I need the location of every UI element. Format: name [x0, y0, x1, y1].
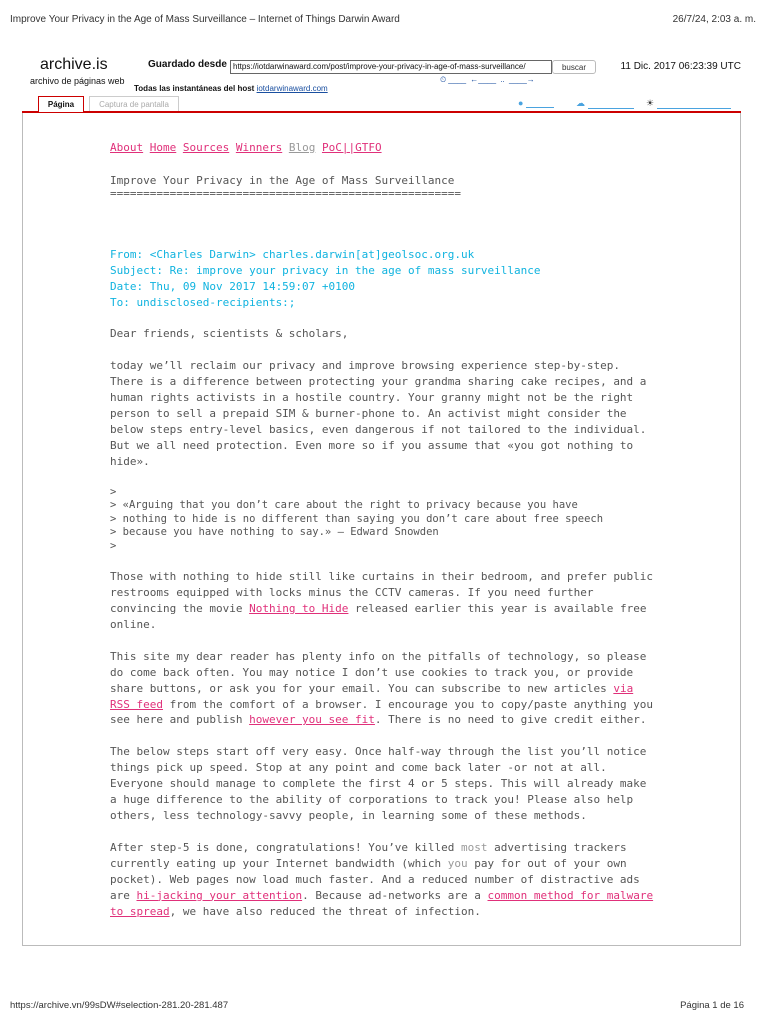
email-date: Date: Thu, 09 Nov 2017 14:59:07 +0100 [110, 279, 356, 293]
however-you-see-fit-link[interactable]: however you see fit [249, 713, 375, 727]
quote-line: > because you have nothing to say.» — Edward Snowden [110, 526, 439, 539]
article-title: Improve Your Privacy in the Age of Mass Surveillance [110, 173, 455, 187]
menu-about-link[interactable]: About [110, 141, 144, 154]
menu-pocgtfo-link[interactable]: PoC||GTFO [321, 141, 382, 154]
text: pay for out of your own pocket). Web pages now load much faster. And a reduced number of distractive ads are [110, 856, 640, 902]
history-icon[interactable]: ⏲ [440, 75, 447, 84]
paragraph-intro: today we’ll reclaim our privacy and improve browsing experience step-by-step. There is a difference between protecting your grandma sharing cake recipes, and a human rights activists in a hostile country. Your granny might not be the right person to sell a prepaid SIM & burner-phone to. An activist might consider the below steps entry-level basics, even dangerous if not tailored to the individual. But we all need protection. Even more so if you assume that «you got nothing to hide». [110, 359, 647, 468]
print-datetime: 26/7/24, 2:03 a. m. [672, 14, 756, 25]
snapshot-date: 11 Dic. 2017 06:23:39 UTC [620, 61, 741, 72]
all-snapshots [134, 84, 328, 93]
share-tool[interactable] [518, 98, 554, 108]
text: Those with nothing to hide still like curtains in their bedroom, and prefer public restrooms equipped with locks minus the CCTV cameras. If you need further convincing the movie [110, 570, 654, 615]
saved-from-label: Guardado desde [148, 59, 227, 70]
paragraph-site-info [110, 649, 655, 729]
nav-next-link[interactable]: ____→ [509, 75, 535, 84]
nav-prev-link[interactable]: ←____ [470, 75, 497, 84]
title-rule: ===================================================== [110, 186, 461, 200]
text-emphasis: most [461, 840, 488, 854]
text: from the comfort of a browser. I encourage you to copy/paste anything you see here and publish [110, 697, 654, 727]
print-page-number: Página 1 de 16 [680, 1000, 744, 1011]
brightness-icon: ☀ [646, 98, 655, 108]
paragraph-steps: The below steps start off very easy. Once half-way through the list you’ll notice things pick up speed. Stop at any point and come back later -or not at all. Everyone should manage to complete the first 4 or 5 steps. This will already make a huge difference to the ability of corporations to track you! Please also help others, less technology-savvy people, in learning some of these methods. [110, 745, 647, 822]
text: . Because ad-networks are a [302, 888, 488, 902]
print-page-title: Improve Your Privacy in the Age of Mass Surveillance – Internet of Things Darwin Award [10, 14, 400, 25]
nav-sep: .. [500, 75, 505, 84]
text: After step-5 is done, congratulations! You’ve killed [110, 840, 461, 854]
text: , we have also reduced the threat of infection. [169, 904, 481, 918]
text: released earlier this year is available free online. [110, 602, 647, 631]
quote-line: > «Arguing that you don’t care about the right to privacy because you have [110, 499, 578, 512]
snowden-quote [110, 486, 655, 554]
menu-home-link[interactable]: Home [149, 141, 177, 154]
print-header [10, 14, 756, 25]
print-footer-url: https://archive.vn/99sDW#selection-281.20-281.487 [10, 1000, 229, 1011]
nothing-to-hide-link[interactable]: Nothing to Hide [249, 602, 349, 615]
article [110, 140, 655, 935]
cloud-download-icon: ☁ [576, 98, 585, 108]
email-to: To: undisclosed-recipients:; [110, 295, 296, 309]
host-link[interactable]: iotdarwinaward.com [256, 84, 328, 93]
menu-blog-link[interactable]: Blog [288, 141, 316, 154]
greeting: Dear friends, scientists & scholars, [110, 327, 349, 341]
text-emphasis: you [447, 856, 468, 870]
snapshot-navigation [440, 75, 537, 85]
email-from: From: <Charles Darwin> charles.darwin[at]geolsoc.org.uk [110, 247, 475, 261]
paragraph-curtains [110, 569, 655, 633]
all-snapshots-label: Todas las instantáneas del host [134, 84, 255, 93]
print-footer [10, 1000, 744, 1011]
search-button[interactable]: buscar [552, 60, 596, 74]
text: . There is no need to give credit either. [374, 713, 647, 727]
menu-sources-link[interactable]: Sources [182, 141, 230, 154]
hijacking-attention-link[interactable]: hi-jacking your attention [136, 888, 303, 902]
quote-line: > [110, 539, 117, 552]
text: This site my dear reader has plenty info on the pitfalls of technology, so please do come back often. You may notice I don’t use cookies to track you, or provide share buttons, or ask you for your email. You can subscribe to new articles [110, 649, 647, 695]
archive-subtitle: archivo de páginas web [30, 76, 125, 86]
tab-screenshot[interactable]: Captura de pantalla [89, 96, 179, 112]
email-subject: Subject: Re: improve your privacy in the age of mass surveillance [110, 263, 541, 277]
malware-spread-link[interactable]: common method for malware to spread [110, 888, 654, 918]
download-tool[interactable] [576, 98, 634, 109]
archive-logo[interactable]: archive.is [40, 56, 108, 73]
site-menu [110, 140, 655, 156]
share-icon: ● [518, 98, 524, 108]
quote-line: > [110, 485, 117, 498]
nav-first-link[interactable]: ____ [448, 75, 467, 84]
rss-feed-link[interactable]: via RSS feed [110, 681, 634, 711]
email-header [110, 247, 655, 311]
text: advertising trackers currently eating up your Internet bandwidth (which [110, 840, 627, 870]
menu-winners-link[interactable]: Winners [235, 141, 283, 154]
quote-line: > nothing to hide is no different than saying you don’t care about free speech [110, 512, 604, 525]
tab-page[interactable]: Página [38, 96, 84, 112]
brightness-tool[interactable] [646, 98, 731, 109]
paragraph-step5 [110, 840, 655, 920]
url-input[interactable] [230, 60, 552, 74]
